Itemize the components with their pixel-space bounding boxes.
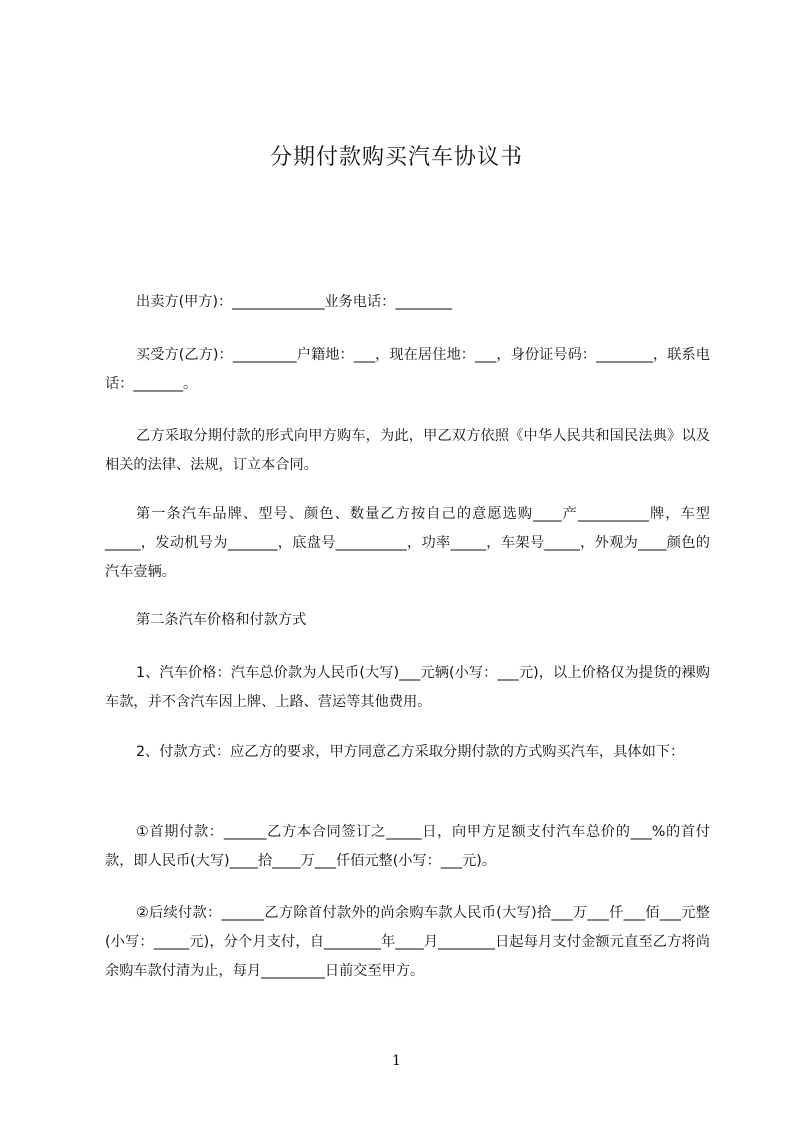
down-payment-paragraph: ①首期付款：______乙方本合同签订之_____日，向甲方足额支付汽车总价的___%的首付款，即人民币(大写)____拾____万___仟佰元整(小写：___元)。 — [105, 824, 710, 869]
page-number: 1 — [392, 1053, 401, 1069]
article-two-heading: 第二条汽车价格和付款方式 — [136, 612, 307, 628]
payment-method-paragraph: 2、付款方式：应乙方的要求，甲方同意乙方采取分期付款的方式购买汽车，具体如下： — [136, 744, 685, 760]
seller-party-line: 出卖方(甲方)：_____________业务电话：________ — [136, 294, 453, 310]
article-one-paragraph: 第一条汽车品牌、型号、颜色、数量乙方按自己的意愿选购____产__________牌，车型_____，发动机号为_______，底盘号__________，功率_____，车架号_____，外观为____颜色的汽车壹辆。 — [105, 506, 710, 580]
installment-payment-paragraph: ②后续付款：______乙方除首付款外的尚余购车款人民币(大写)拾___万___仟___佰___元整(小写：_____元)，分个月支付，自________年____月________日起每月支付金额元直至乙方将尚余购车款付清为止，每月_________日前交至甲方。 — [105, 905, 710, 979]
document-title: 分期付款购买汽车协议书 — [269, 145, 523, 170]
buyer-party-paragraph: 买受方(乙方)：_________户籍地：___，现在居住地：___，身份证号码：________，联系电话：_______。 — [105, 347, 710, 392]
vehicle-price-paragraph: 1、汽车价格：汽车总价款为人民币(大写)___元辆(小写：___元)，以上价格仅为提货的裸购车款，并不含汽车因上牌、上路、营运等其他费用。 — [105, 665, 710, 710]
intro-paragraph: 乙方采取分期付款的形式向甲方购车，为此，甲乙双方依照《中华人民共和国民法典》以及相关的法律、法规，订立本合同。 — [105, 428, 710, 473]
